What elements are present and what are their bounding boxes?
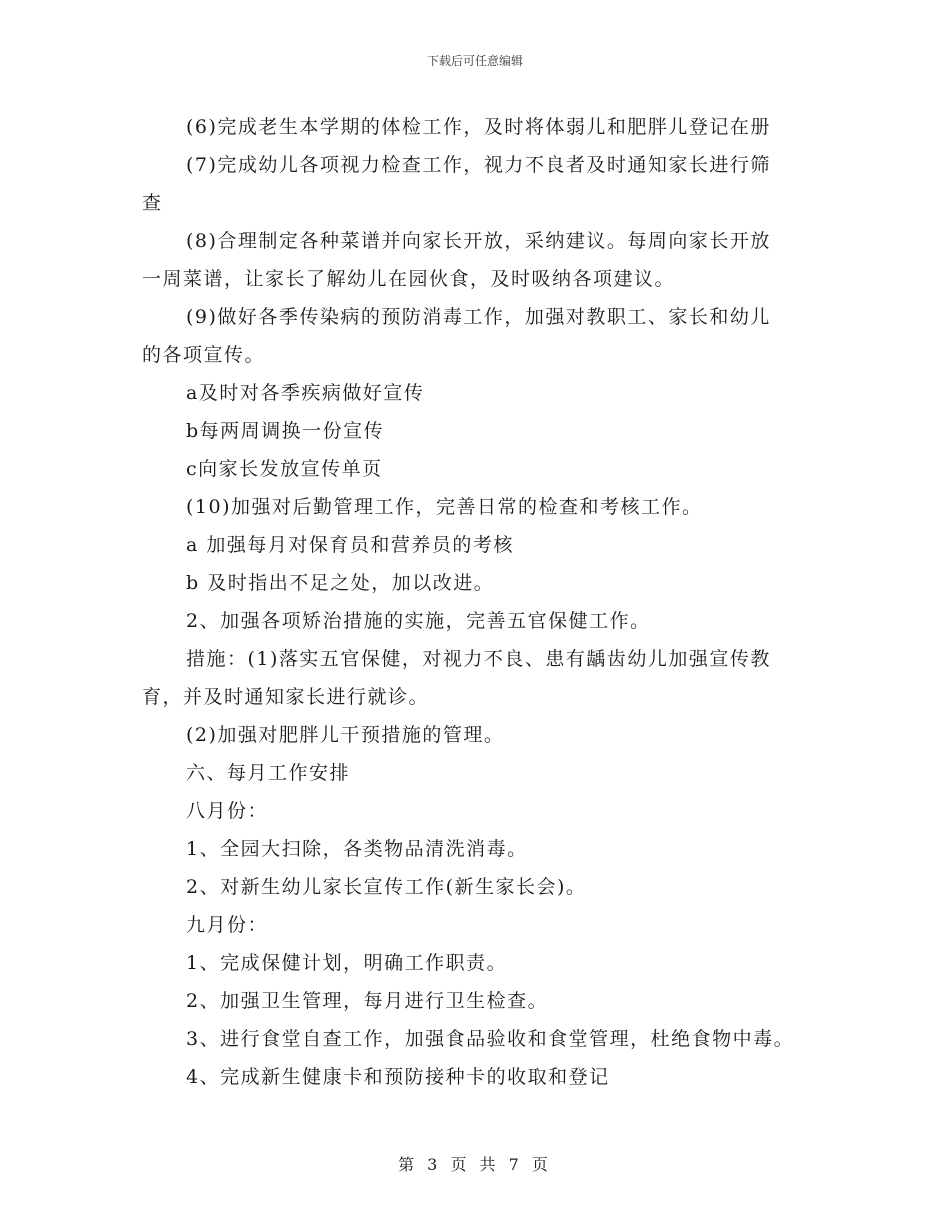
paragraph-line: 2、对新生幼儿家长宣传工作(新生家长会)。 [186, 876, 587, 898]
page-number-footer: 第 3 页 共 7 页 [398, 1155, 552, 1174]
paragraph-line: b每两周调换一份宣传 [186, 420, 385, 442]
document-body [142, 108, 822, 1096]
paragraph-line: a 加强每月对保育员和营养员的考核 [186, 534, 514, 556]
month-heading: 八月份： [186, 800, 269, 822]
month-heading: 九月份： [186, 914, 269, 936]
page-header: 下载后可任意编辑 [426, 54, 523, 68]
paragraph-line: (2)加强对肥胖儿干预措施的管理。 [186, 724, 505, 746]
paragraph-line: 一周菜谱，让家长了解幼儿在园伙食，及时吸纳各项建议。 [142, 268, 676, 290]
paragraph-line: a及时对各季疾病做好宣传 [186, 382, 425, 404]
paragraph-line: (9)做好各季传染病的预防消毒工作，加强对教职工、家长和幼儿 [186, 306, 771, 328]
paragraph-line: (7)完成幼儿各项视力检查工作，视力不良者及时通知家长进行筛 [186, 154, 771, 176]
paragraph-line: b 及时指出不足之处，加以改进。 [186, 572, 495, 594]
paragraph-line: (10)加强对后勤管理工作，完善日常的检查和考核工作。 [186, 496, 703, 518]
paragraph-line: 查 [142, 192, 163, 214]
paragraph-line: 3、进行食堂自查工作，加强食品验收和食堂管理，杜绝食物中毒。 [186, 1028, 795, 1050]
paragraph-line: 1、全园大扫除，各类物品清洗消毒。 [186, 838, 528, 860]
paragraph-line: 2、加强卫生管理，每月进行卫生检查。 [186, 990, 549, 1012]
paragraph-line: 的各项宣传。 [142, 344, 266, 366]
paragraph-line: 4、完成新生健康卡和预防接种卡的收取和登记 [186, 1066, 610, 1088]
section-heading: 六、每月工作安排 [186, 762, 351, 784]
paragraph-line: c向家长发放宣传单页 [186, 458, 383, 480]
paragraph-line: 育，并及时通知家长进行就诊。 [142, 686, 430, 708]
paragraph-line: 1、完成保健计划，明确工作职责。 [186, 952, 508, 974]
section-heading: 2、加强各项矫治措施的实施，完善五官保健工作。 [186, 610, 651, 632]
paragraph-line: (6)完成老生本学期的体检工作，及时将体弱儿和肥胖儿登记在册 [186, 116, 771, 138]
paragraph-line: 措施：(1)落实五官保健，对视力不良、患有龋齿幼儿加强宣传教 [186, 648, 771, 670]
paragraph-line: (8)合理制定各种菜谱并向家长开放，采纳建议。每周向家长开放 [186, 230, 771, 252]
